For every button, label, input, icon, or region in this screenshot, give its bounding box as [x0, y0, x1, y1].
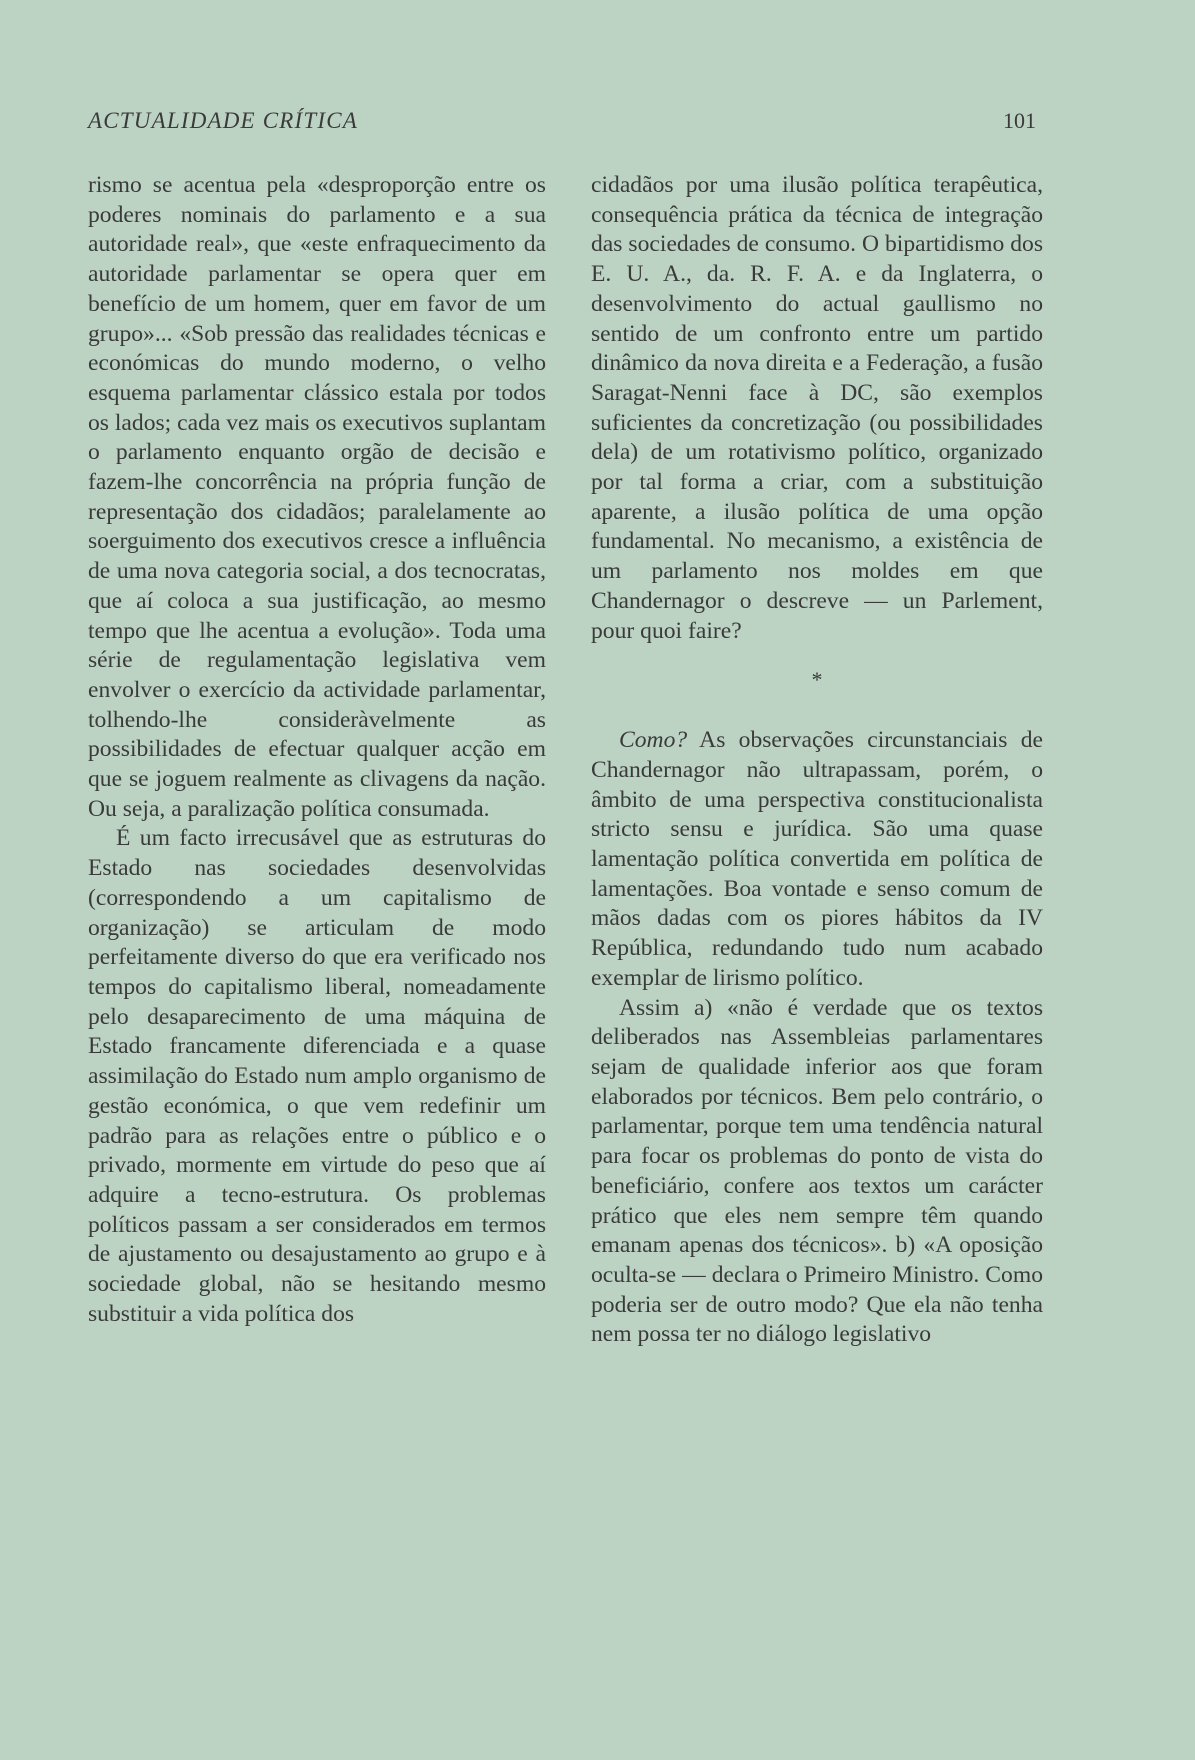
right-paragraph-2 [591, 726, 1043, 993]
right-paragraph-1: cidadãos por uma ilusão política terapêutica, consequência prática da técnica de integração das sociedades de consumo. O bipartidismo dos E. U. A., da. R. F. A. e da Inglaterra, o desenvolvimento do actual gaullismo no sentido de um confronto entre um partido dinâmico da nova direita e a Federação, a fusão Saragat-Nenni face à DC, são exemplos suficientes da concretização (ou possibilidades dela) de um rotativismo político, organizado por tal forma a criar, com a substituição aparente, a ilusão política de uma opção fundamental. No mecanismo, a existência de um parlamento nos moldes em que Chandernagor o descreve — un Parlement, pour quoi faire? [591, 172, 1043, 644]
left-column [88, 171, 546, 1329]
right-paragraph-2-lead: Como? [619, 727, 688, 754]
page-number: 101 [1003, 108, 1036, 133]
section-separator: * [811, 667, 823, 693]
running-header-title: ACTUALIDADE CRÍTICA [88, 108, 359, 133]
right-paragraph-3: Assim a) «não é verdade que os textos deliberados nas Assembleias parlamentares sejam de qualidade inferior aos que foram elaborados por técnicos. Bem pelo contrário, o parlamentar, porque tem uma tendência natural para focar os problemas do ponto de vista do beneficiário, confere aos textos um carácter prático que eles nem sempre têm quando emanam apenas dos técnicos». b) «A oposição oculta-se — declara o Primeiro Ministro. Como poderia ser de outro modo? Que ela não tenha nem possa ter no diálogo legislativo [591, 994, 1043, 1348]
right-paragraph-2-text: As observações circunstanciais de Chandernagor não ultrapassam, porém, o âmbito de uma perspectiva constitucionalista stricto sensu e jurídica. São uma quase lamentação política convertida em política de lamentações. Boa vontade e senso comum de mãos dadas com os piores hábitos da IV República, redundando tudo num acabado exemplar de lirismo político. [591, 727, 1043, 991]
right-column [591, 171, 1043, 1350]
left-paragraph-2: É um facto irrecusável que as estruturas do Estado nas sociedades desenvolvidas (correspondendo a um capitalismo de organização) se articulam de modo perfeitamente diverso do que era verificado nos tempos do capitalismo liberal, nomeadamente pelo desaparecimento de uma máquina de Estado francamente diferenciada e a quase assimilação do Estado num amplo organismo de gestão económica, o que vem redefinir um padrão para as relações entre o público e o privado, mormente em virtude do peso que aí adquire a tecno-estrutura. Os problemas políticos passam a ser considerados em termos de ajustamento ou desajustamento ao grupo e à sociedade global, não se hesitando mesmo substituir a vida política dos [88, 825, 546, 1327]
left-paragraph-1: rismo se acentua pela «desproporção entre os poderes nominais do parlamento e a sua autoridade real», que «este enfraquecimento da autoridade parlamentar se opera quer em benefício de um homem, quer em favor de um grupo»... «Sob pressão das realidades técnicas e económicas do mundo moderno, o velho esquema parlamentar clássico estala por todos os lados; cada vez mais os executivos suplantam o parlamento enquanto orgão de decisão e fazem-lhe concorrência na própria função de representação dos cidadãos; paralelamente ao soerguimento dos executivos cresce a influência de uma nova categoria social, a dos tecnocratas, que aí coloca a sua justificação, ao mesmo tempo que lhe acentua a evolução». Toda uma série de regulamentação legislativa vem envolver o exercício da actividade parlamentar, tolhendo-lhe consideràvelmente as possibilidades de efectuar qualquer acção em que se joguem realmente as clivagens da nação. Ou seja, a paralização política consumada. [88, 172, 546, 822]
